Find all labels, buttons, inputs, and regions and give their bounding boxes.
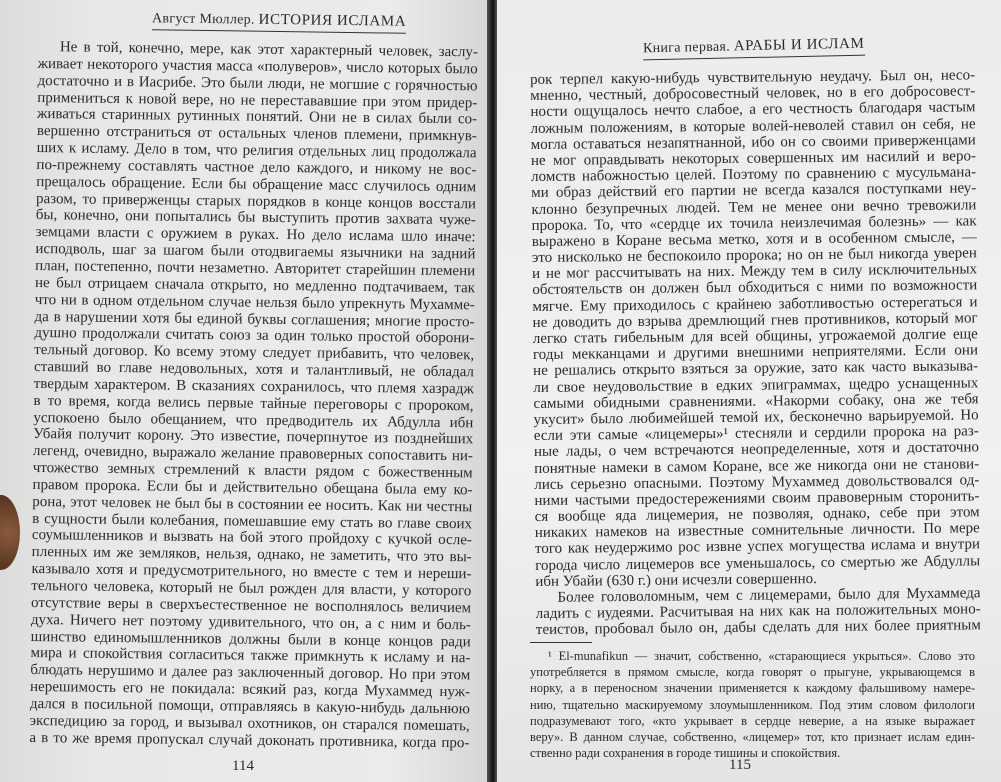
- page-number-right: 115: [729, 757, 751, 773]
- text-line: самыми обидными сравнениями. «Накорми собаку, она же тебя: [533, 391, 979, 412]
- text-line: Убайя получит корону. Это известие, почерпнутое из позднейших: [33, 426, 474, 448]
- text-line: это нисколько не беспокоило пророка; но он не был никогда уверен: [531, 245, 978, 267]
- text-line: легенд, очевидно, выражало желание правоверных сопоставить ни-: [32, 443, 474, 465]
- text-line: ли свое неудовольствие в едких эпиграммах, щедро уснащенных: [533, 374, 979, 396]
- text-line: тельный договор. Ко всему этому следует прибавить, что человек,: [34, 342, 475, 364]
- text-line: душно продолжали считать союз за один только простой оборони-: [34, 325, 475, 347]
- text-line: чтожество земных стремлений к власти рядом с божественным: [32, 460, 473, 482]
- text-line: план, постепенно, почти незаметно. Авторитет старейшин племени: [35, 257, 476, 280]
- text-line: соумышленников и вызвать на бой этого пройдоху с кучкой осле-: [31, 527, 472, 549]
- text-line: в то время, когда велись первые тайные переговоры с пророком,: [33, 392, 474, 415]
- text-line: дался в посильной помощи, отправляясь в какую-нибудь дальнюю: [29, 695, 470, 718]
- text-line: не решались открыто взяться за оружие, зато как часто выказыва-: [533, 358, 979, 380]
- text-line: твердым характером. В сказаниях сохранилось, что племя хазрадж: [33, 375, 474, 398]
- text-line: теистов, пробовал было он, дабы сделать для них более приятным: [535, 617, 981, 639]
- text-line: мягче. Ему приходилось с крайнею заботливостью остерегаться и: [532, 293, 978, 315]
- text-line: годы мекканцами и другими внешними неприятелями. Если они: [532, 342, 979, 364]
- text-line: экспедицию за город, и вызывал охотников, он старался помешать,: [29, 712, 470, 735]
- text-line: Более головоломным, чем с лицемерами, было для Мухаммеда: [557, 585, 981, 606]
- text-line: ставший во главе недовольных, хотя и талантливый, не обладал: [33, 359, 475, 381]
- text-line: обстоятельств он должен был обходиться с ними по возможности: [532, 277, 978, 299]
- text-line: пленных им же земляков, нельзя, однако, не заметить, что это вы-: [31, 544, 472, 566]
- text-line: в сущности были колебания, помешавшие ему стать во главе своих: [32, 510, 473, 532]
- text-line: и не мог рассчитывать на них. Между тем в силу исключительных: [532, 261, 978, 283]
- text-line: рона, этот человек не был бы в состоянии ее носить. Как ни честны: [32, 493, 473, 516]
- left-page-body: [29, 39, 478, 752]
- text-line: отсутствие веры в сверхъестественное не восполнялось величием: [31, 594, 472, 617]
- text-line: клонно безупречных людей. Тем не менее они вечно тревожили: [531, 196, 977, 218]
- text-line: мира и спокойствия согласиться также примкнуть к исламу и на-: [30, 645, 471, 667]
- text-line: ломств набожностью целей. Поэтому по сравнению с мусульмана-: [531, 164, 977, 186]
- text-line: не доводить до взрыва дремлющий гнев противников, который мог: [532, 310, 978, 331]
- text-line: правом пророка. Если бы и действительно обещана была ему ко-: [32, 476, 473, 499]
- text-line: употребляется в прямом смысле, когда говорят о прыгуне, укрывающемся в: [530, 665, 975, 680]
- text-line: если эти самые «лицемеры»¹ стесняли и сердили пророка на раз-: [533, 423, 979, 445]
- text-line: укусит» было любимейшей темой их, бесконечно варьируемой. Но: [533, 407, 979, 428]
- text-line: нерешимость его не покидала: всякий раз, когда Мухаммед нуж-: [29, 679, 471, 701]
- text-line: бы, конечно, они попытались бы выступить против захвата чуже-: [35, 207, 476, 229]
- text-line: Не в той, конечно, мере, как этот характерный человек, заслу-: [59, 39, 478, 61]
- text-line: рок терпел какую-нибудь чувствительную неудачу. Был он, несо-: [530, 67, 976, 88]
- text-line: ложным положениям, в которые волей-неволей ставил он себя, не: [530, 115, 976, 137]
- text-line: исподволь, шаг за шагом были отодвигаемы язычники на задний: [35, 241, 476, 263]
- text-line: да в нарушении хотя бы единой буквы соглашения; многие просто-: [34, 308, 475, 330]
- left-page: [0, 0, 489, 782]
- right-page: [497, 0, 1001, 782]
- running-head-author: Август Мюллер.: [151, 11, 255, 28]
- text-line: ственно ради сохранения в городе тишины и спокойствия.: [530, 746, 841, 761]
- text-line: нию, тщательно маскируемому злоумышленником. Под этим словом филологи: [530, 697, 975, 712]
- text-line: примениться к новой вере, но не перестававшие при этом придер-: [37, 89, 478, 111]
- running-head-right: [643, 36, 865, 61]
- text-line: понятные намеки в самом Коране, все же никогда они не станови-: [534, 455, 980, 477]
- text-line: лись серьезно опасными. Поэтому Мухаммед довольствовался од-: [534, 472, 980, 493]
- text-line: норку, а в переносном значении применяется к каждому фальшивому намере-: [530, 681, 975, 696]
- text-line: блюдать нерушимо и далее раз заключенный договор. Но при этом: [30, 662, 471, 684]
- page-number-left: 114: [232, 758, 254, 774]
- text-line: земцами власти с оружием в руках. Но дело ислама шло иначе:: [35, 224, 476, 246]
- text-line: легко стать гибельным для всей общины, угрожаемой долгие еще: [532, 326, 978, 347]
- text-line: тельного человека, который не был рожден для власти, у которого: [31, 577, 472, 600]
- text-line: казывало хотя и предусмотрительного, но вместе с тем и нереши-: [31, 561, 472, 583]
- running-head-title: АРАБЫ И ИСЛАМ: [733, 35, 865, 55]
- text-line: ними частыми предостережениями своим правоверным сторонить-: [534, 488, 980, 509]
- text-line: ибн Убайи (630 г.) они исчезли совершенно.: [535, 570, 817, 590]
- footnote-rule: [530, 642, 592, 643]
- text-line: не был отрицаем сначала открыто, но медленно подтачиваем, так: [34, 274, 476, 297]
- text-line: могла оставаться незапятнанной, ибо он со своими приверженцами: [530, 132, 976, 153]
- text-line: достаточно и в Иасрибе. Это были люди, не могшие с горячностью: [37, 72, 478, 95]
- text-line: мненно, честный, добросовестный человек, но в его добросовест-: [530, 83, 976, 105]
- text-line: разом, то приверженцы старых порядков в конце концов восстали: [35, 190, 477, 212]
- text-line: живает некоторого участия масса «полуверов», число которых было: [37, 55, 478, 78]
- text-line: живаться старинных рутинных понятий. Они не в силах были со-: [36, 106, 478, 128]
- text-line: не мог оправдывать некоторых совершенных им насилий и веро-: [530, 148, 976, 169]
- text-line: прещалось обращение. Если бы обращение масс случилось одним: [36, 173, 477, 196]
- text-line: пророка. То, что «сердце их точила неизлечимая болезнь» — как: [531, 213, 977, 234]
- text-line: выражено в Коране весьма метко, хотя и в особенном смысле, —: [531, 229, 977, 250]
- text-line: подразумевают того, «кто укрывает в сердце неверие, а на языке выражает: [530, 713, 975, 728]
- text-line: ные лады, о чем встречаются неопределенные, хотя и достаточно: [533, 439, 980, 461]
- text-line: ности ощущалось нечто слабое, а его честность благодаря частым: [530, 99, 976, 121]
- text-line: веру». В данном случае, собственно, «лицемер» тот, кто признает ислам един-: [530, 729, 975, 744]
- running-head-left: [152, 10, 406, 34]
- text-line: города число лицемеров все уменьшалось, со смертью же Абдуллы: [535, 552, 981, 574]
- text-line: шинство единомышленников должны были в конце концов ради: [30, 628, 471, 650]
- text-line: никаких намеков на известные сомнительные личности. По мере: [534, 520, 980, 542]
- running-head-book: Книга первая.: [642, 39, 731, 57]
- text-line: духа. Ничего нет поэтому удивительного, что он, а с ним и боль-: [30, 611, 471, 634]
- text-line: ¹ El-munafikun — значит, собственно, «старающиеся укрыться». Слово это: [548, 649, 975, 663]
- running-head-title: ИСТОРИЯ ИСЛАМА: [258, 11, 407, 30]
- text-line: а в то же время пропускал случай доконать противника, когда про-: [29, 729, 470, 751]
- text-line: ми образ действий его партии не всегда казался поступками неу-: [531, 180, 977, 202]
- text-line: вершенно отстраниться от остальных членов племени, примкнув-: [36, 123, 477, 145]
- text-line: по-прежнему составлять частное дело каждого, и никому не вос-: [36, 156, 477, 179]
- text-line: того как неудержимо рос извне успех могущества ислама и внутри: [534, 536, 981, 558]
- text-line: ладить с иудеями. Расчитывая на них как на положительных моно-: [535, 601, 981, 623]
- finger-photo-artifact: [0, 495, 20, 570]
- footnote: [530, 648, 975, 761]
- text-line: успокоено было обещанием, что предводитель их Абдулла ибн: [33, 409, 474, 431]
- right-page-body: [530, 67, 981, 638]
- text-line: ся вообще яда лицемерия, не позволяя, однако, себе при этом: [534, 504, 980, 526]
- text-line: что ни в одном отдельном случае нельзя было упрекнуть Мухамме-: [34, 291, 475, 314]
- text-line: ших к исламу. Дело в том, что религия отдельных лиц продолжала: [36, 140, 477, 162]
